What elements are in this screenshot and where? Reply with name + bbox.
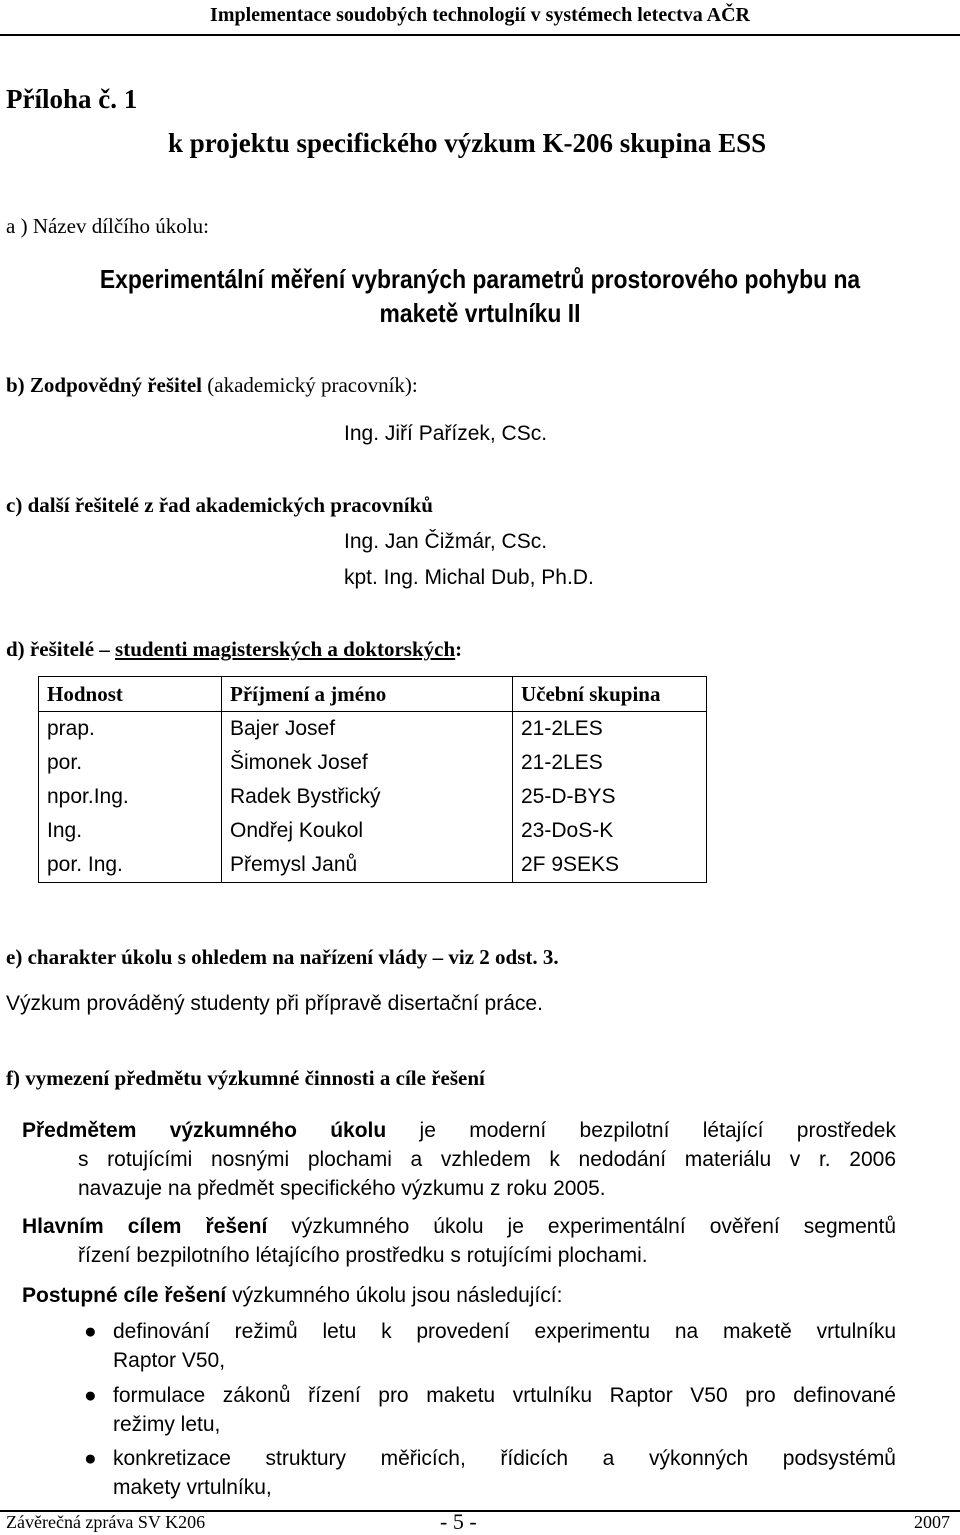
table-row <box>39 814 707 848</box>
paragraph-line <box>22 1284 562 1307</box>
list-item-line: režimy letu, <box>113 1413 221 1436</box>
page-header-title: Implementace soudobých technologií v systémech letectva AČR <box>210 4 750 26</box>
table-cell-group: 21-2LES <box>513 746 707 780</box>
list-item-line: Raptor V50, <box>113 1349 226 1372</box>
table-header-cell: Příjmení a jméno <box>222 677 513 712</box>
section-e-text: Výzkum prováděný studenty při přípravě disertační práce. <box>6 992 543 1015</box>
table-header-cell: Hodnost <box>39 677 222 712</box>
list-item-line: makety vrtulníku, <box>113 1476 272 1499</box>
paragraph-lead: Postupné cíle řešení <box>22 1284 227 1307</box>
bullet-icon: ● <box>84 1320 97 1343</box>
paragraph-line: navazuje na předmět specifického výzkumu z roku 2005. <box>78 1177 606 1200</box>
table-row <box>39 746 707 780</box>
section-d-suffix: : <box>455 637 463 661</box>
table-cell-group: 2F 9SEKS <box>513 848 707 883</box>
footer-page-number: - 5 - <box>440 1509 477 1534</box>
section-d-underlined: studenti magisterských a doktorských <box>115 637 456 661</box>
responsible-name: Ing. Jiří Pařízek, CSc. <box>344 422 548 445</box>
table-cell-group: 25-D-BYS <box>513 780 707 814</box>
paragraph-line: s rotujícími nosnými plochami a vzhledem k nedodání materiálu v r. 2006 <box>78 1148 896 1171</box>
list-item-line: konkretizace struktury měřicích, řídicích a výkonných podsystémů <box>113 1447 896 1470</box>
table-row <box>39 848 707 883</box>
table-cell-rank: por. <box>39 746 222 780</box>
table-cell-name: Šimonek Josef <box>222 746 513 780</box>
list-item-line: formulace zákonů řízení pro maketu vrtulníku Raptor V50 pro definované <box>113 1384 896 1407</box>
section-b-normal: (akademický pracovník): <box>202 373 418 397</box>
annex-label: Příloha č. 1 <box>6 84 138 114</box>
section-a-label: a ) Název dílčího úkolu: <box>6 214 209 238</box>
bullet-icon: ● <box>84 1447 97 1470</box>
paragraph-lead: Hlavním cílem řešení <box>22 1215 268 1238</box>
table-cell-rank: npor.Ing. <box>39 780 222 814</box>
paragraph-subject <box>22 1116 896 1203</box>
co-researcher-1: Ing. Jan Čižmár, CSc. <box>344 530 548 553</box>
footer-report-name: Závěrečná zpráva SV K206 <box>6 1512 206 1532</box>
section-b-bold: b) Zodpovědný řešitel <box>6 373 203 397</box>
task-title: Experimentální měření vybraných parametrů prostorového pohybu na maketě vrtulníku II <box>99 264 861 328</box>
table-row <box>39 712 707 747</box>
students-table <box>38 676 707 883</box>
footer-year: 2007 <box>914 1512 950 1532</box>
paragraph-line: řízení bezpilotního létajícího prostředku s rotujícími plochami. <box>78 1244 648 1267</box>
table-cell-rank: prap. <box>39 712 222 747</box>
paragraph-main-goal <box>22 1212 896 1270</box>
section-d-label <box>6 637 462 662</box>
table-cell-name: Ondřej Koukol <box>222 814 513 848</box>
table-cell-group: 23-DoS-K <box>513 814 707 848</box>
paragraph-lead: Předmětem výzkumného úkolu <box>22 1119 387 1142</box>
paragraph-line <box>22 1116 896 1145</box>
table-cell-rank: Ing. <box>39 814 222 848</box>
co-researcher-2: kpt. Ing. Michal Dub, Ph.D. <box>344 566 594 589</box>
bullet-icon: ● <box>84 1384 97 1407</box>
table-cell-group: 21-2LES <box>513 712 707 747</box>
paragraph-text: je moderní bezpilotní létající prostředek <box>386 1119 896 1142</box>
section-f-label: f) vymezení předmětu výzkumné činnosti a cíle řešení <box>6 1066 485 1090</box>
table-cell-name: Přemysl Janů <box>222 848 513 883</box>
table-cell-rank: por. Ing. <box>39 848 222 883</box>
project-line: k projektu specifického výzkum K-206 skupina ESS <box>168 128 767 158</box>
header-divider <box>0 34 960 36</box>
paragraph-line <box>22 1212 896 1241</box>
paragraph-partial-goals <box>22 1281 896 1310</box>
table-cell-name: Bajer Josef <box>222 712 513 747</box>
section-d-prefix: d) řešitelé – <box>6 637 116 661</box>
section-c-label: c) další řešitelé z řad akademických pracovníků <box>6 493 433 517</box>
list-item-line: definování režimů letu k provedení experimentu na maketě vrtulníku <box>113 1320 896 1343</box>
table-header-cell: Učební skupina <box>513 677 707 712</box>
section-e-label: e) charakter úkolu s ohledem na nařízení vlády – viz 2 odst. 3. <box>6 945 559 969</box>
paragraph-text: výzkumného úkolu je experimentální ověření segmentů <box>267 1215 897 1238</box>
section-b-label <box>6 373 418 398</box>
table-header-row <box>39 677 707 712</box>
paragraph-text: výzkumného úkolu jsou následující: <box>226 1284 563 1307</box>
table-row <box>39 780 707 814</box>
table-cell-name: Radek Bystřický <box>222 780 513 814</box>
